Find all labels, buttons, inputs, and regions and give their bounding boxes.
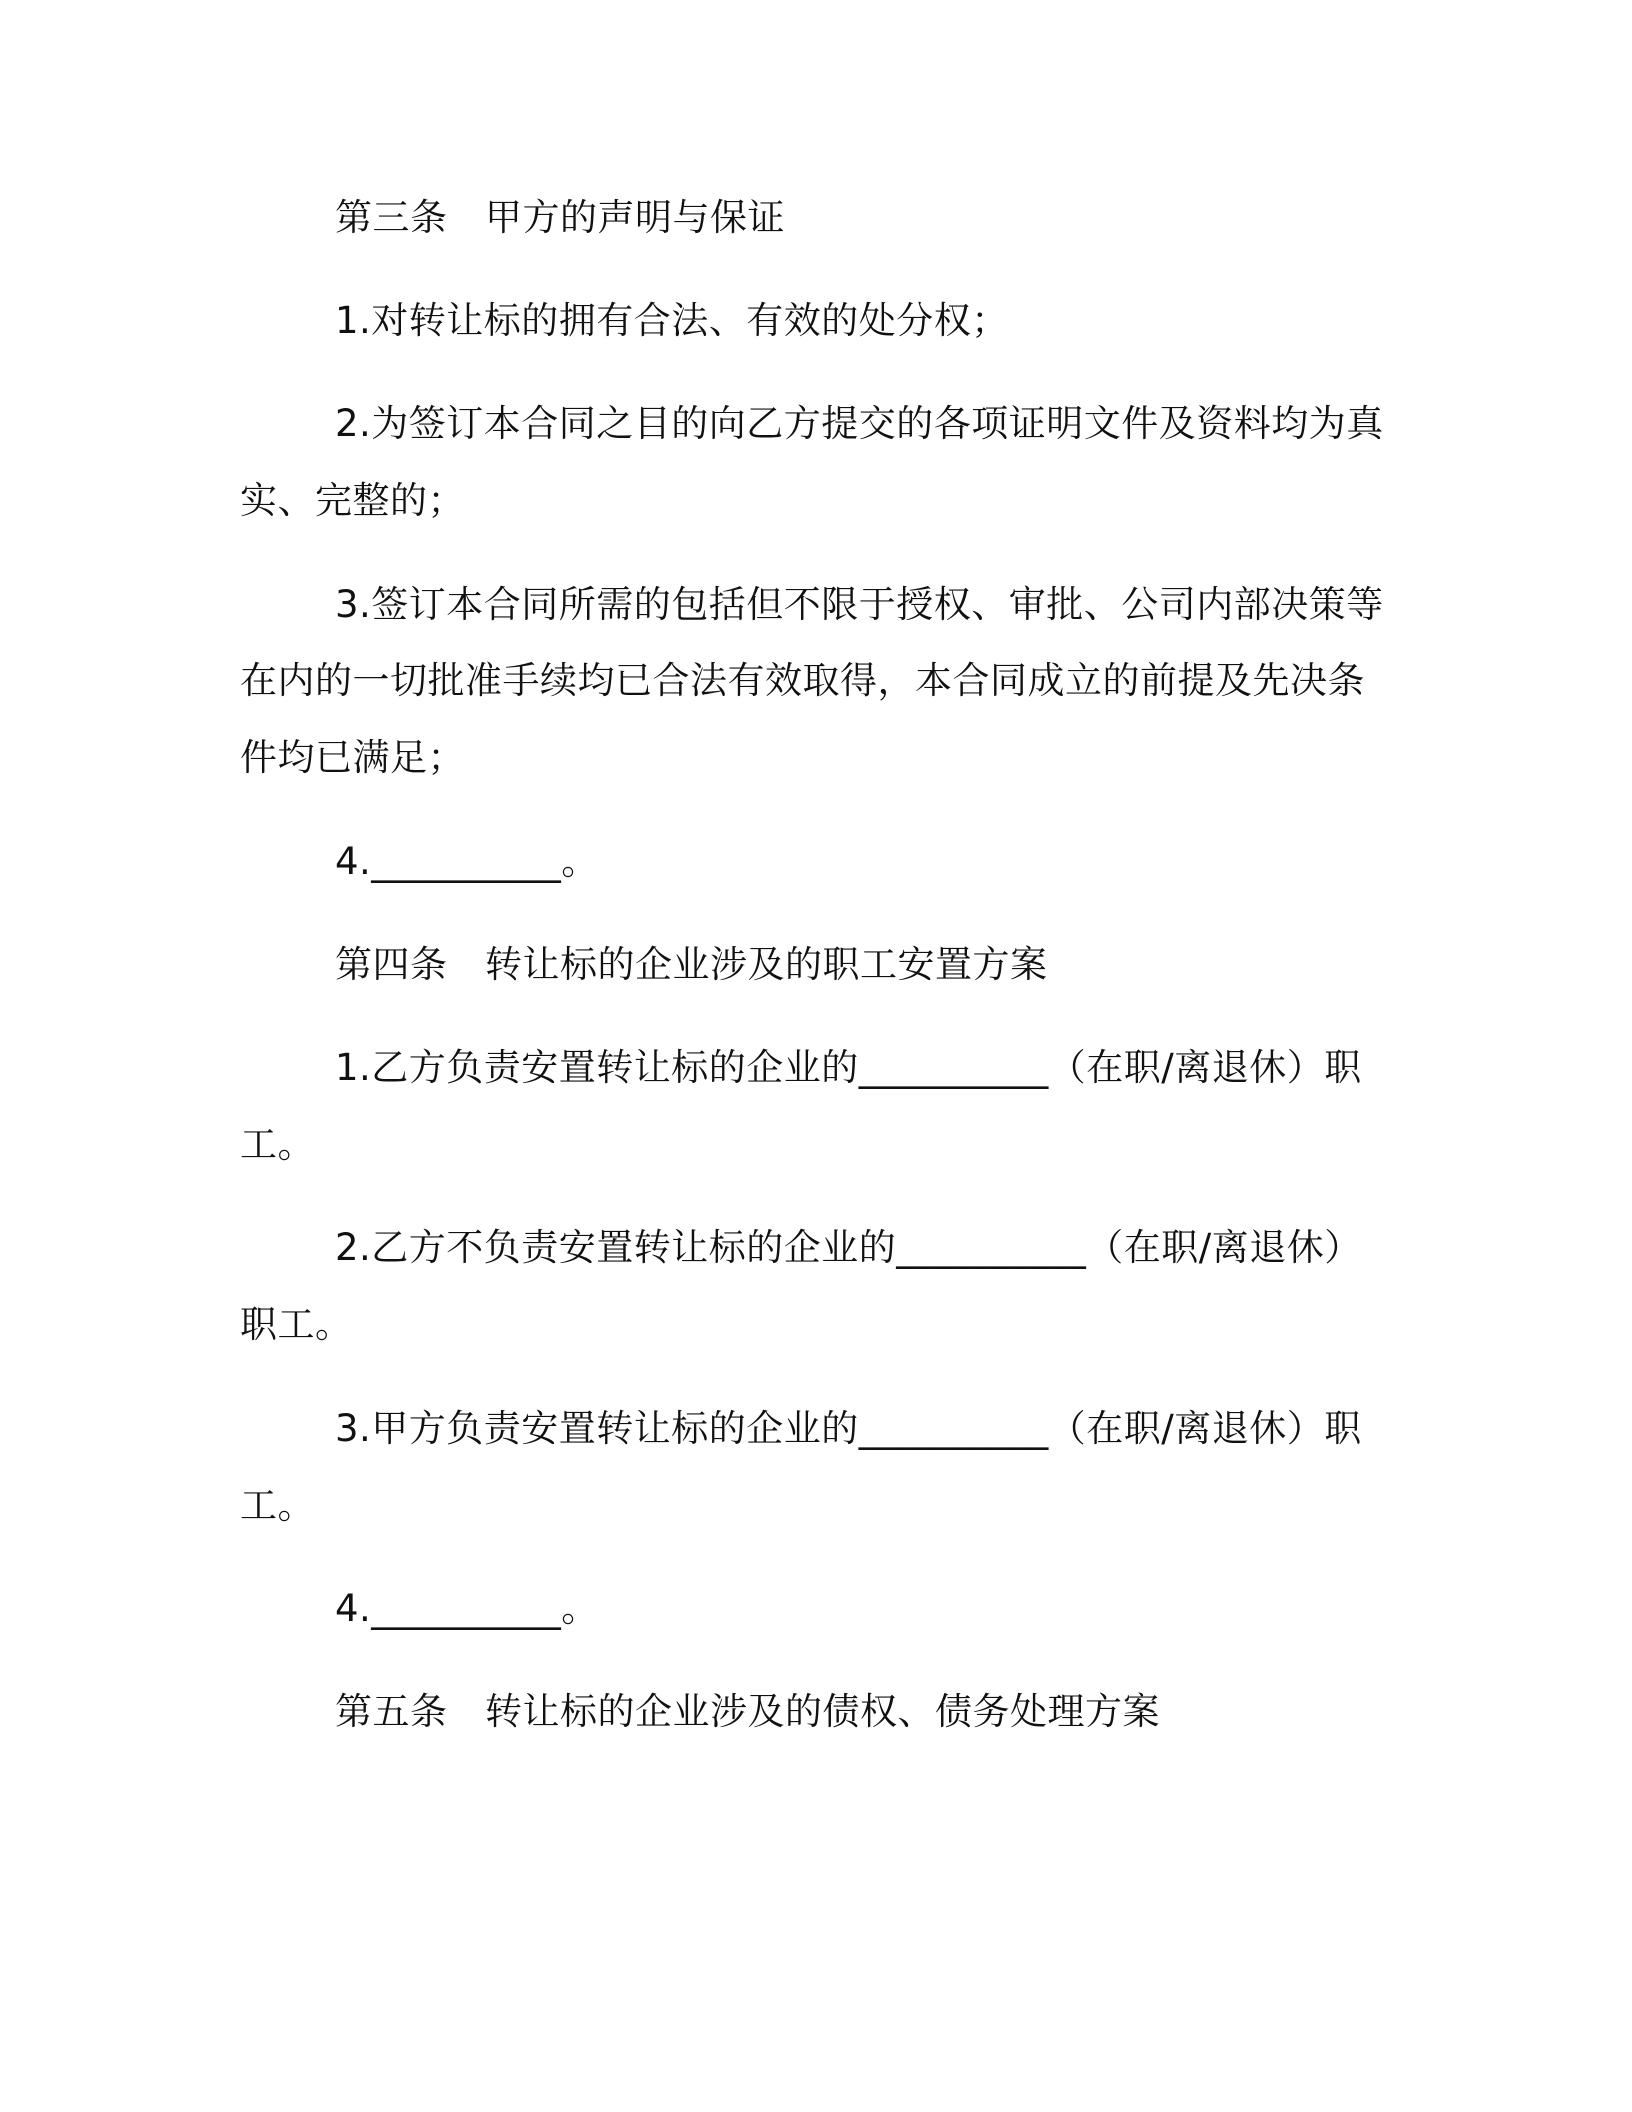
article-4-item-2-line-1: 2.乙方不负责安置转让标的企业的__________（在职/离退休）	[335, 1226, 1362, 1269]
article-4-item-4: 4.__________。	[335, 1587, 599, 1630]
article-4-item-3-line-1: 3.甲方负责安置转让标的企业的__________（在职/离退休）职	[335, 1407, 1362, 1450]
article-4-heading: 第四条 转让标的企业涉及的职工安置方案	[335, 943, 1048, 986]
article-4-item-2-line-2: 职工。	[240, 1303, 353, 1346]
article-5-heading: 第五条 转让标的企业涉及的债权、债务处理方案	[335, 1690, 1160, 1733]
article-3-heading: 第三条 甲方的声明与保证	[335, 196, 785, 239]
article-3-item-3-line-2: 在内的一切批准手续均已合法有效取得，本合同成立的前提及先决条	[240, 659, 1365, 702]
article-4-item-3-line-2: 工。	[240, 1484, 315, 1527]
article-4-item-1-line-1: 1.乙方负责安置转让标的企业的__________（在职/离退休）职	[335, 1046, 1362, 1089]
article-3-item-1: 1.对转让标的拥有合法、有效的处分权；	[335, 299, 1009, 342]
article-3-item-4: 4.__________。	[335, 840, 599, 883]
article-3-item-3-line-3: 件均已满足；	[240, 736, 465, 779]
article-3-item-3-line-1: 3.签订本合同所需的包括但不限于授权、审批、公司内部决策等	[335, 583, 1384, 626]
article-3-item-2-line-2: 实、完整的；	[240, 479, 465, 522]
article-4-item-1-line-2: 工。	[240, 1123, 315, 1166]
article-3-item-2-line-1: 2.为签订本合同之目的向乙方提交的各项证明文件及资料均为真	[335, 402, 1384, 445]
